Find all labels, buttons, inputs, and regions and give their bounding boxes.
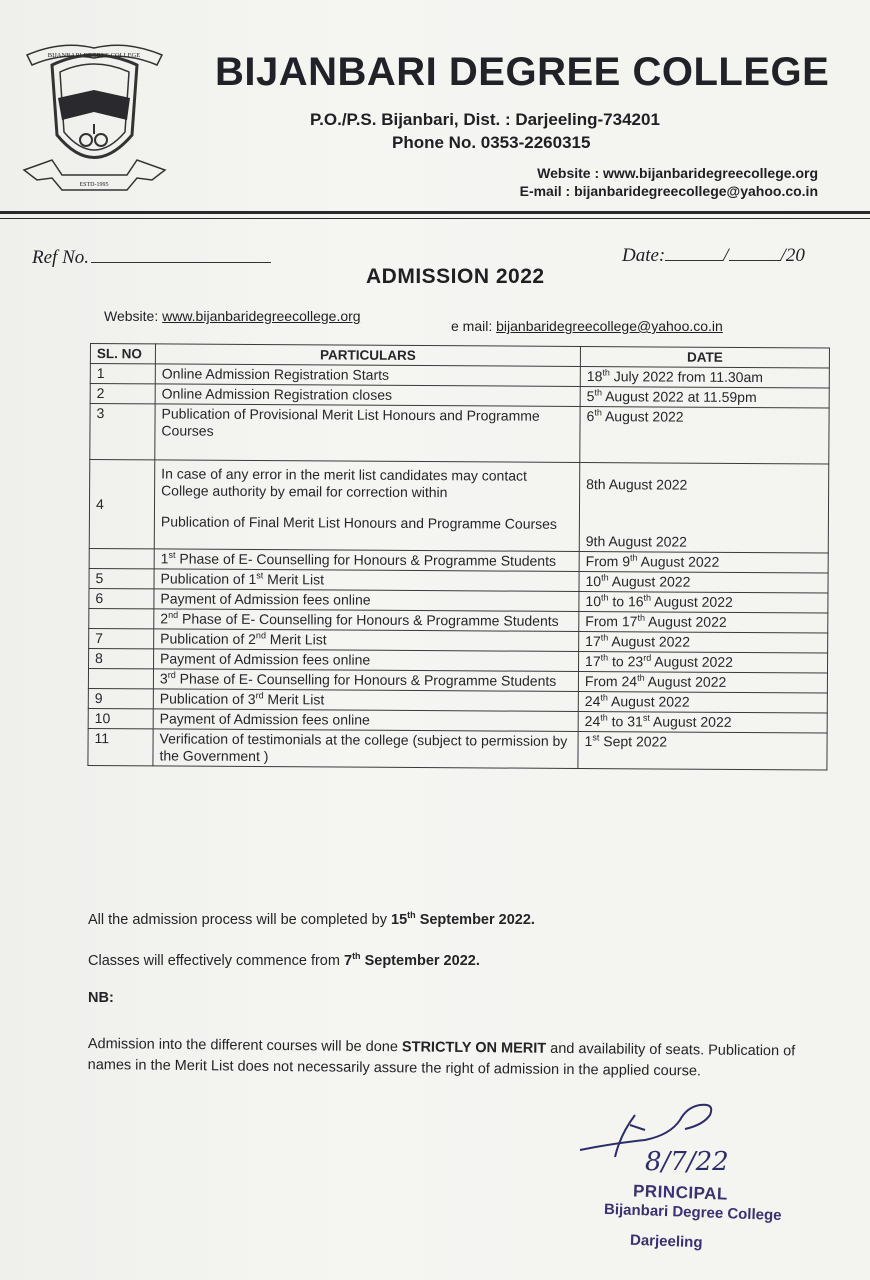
website-label: Website: — [104, 308, 163, 324]
row-sl: 3 — [90, 404, 155, 460]
completion-note: All the admission process will be completed by 15th September 2022. — [88, 910, 535, 928]
email-line — [451, 318, 723, 334]
ref-no-label: Ref No. — [32, 247, 89, 268]
row-particulars: Publication of Provisional Merit List Honours and Programme Courses — [155, 404, 580, 463]
row-sl: 5 — [89, 568, 154, 588]
row-date: 5th August 2022 at 11.59pm — [580, 386, 829, 408]
header-sl-no: SL. NO — [90, 344, 155, 364]
row-sl: 1 — [90, 364, 155, 384]
row-date — [579, 462, 829, 553]
row-date: From 9th August 2022 — [579, 551, 828, 573]
ref-no-line — [91, 246, 271, 263]
website-line — [104, 308, 361, 324]
row-date: From 17th August 2022 — [579, 611, 828, 633]
row-date: 17th to 23rd August 2022 — [579, 651, 828, 673]
row-particulars: Publication of 3rd Merit List — [153, 689, 578, 712]
row-particulars: 3rd Phase of E- Counselling for Honours & Programme Students — [153, 669, 578, 692]
row-date: 24th August 2022 — [578, 691, 827, 713]
date-year-suffix: /20 — [780, 245, 805, 266]
college-name: BIJANBARI DEGREE COLLEGE — [215, 50, 830, 94]
date-month-line — [729, 244, 781, 261]
row-sl — [88, 668, 153, 688]
row-particulars-a: In case of any error in the merit list candidates may contact College authority by email for correction within — [161, 465, 527, 501]
row-sl: 11 — [88, 728, 153, 765]
row-sl: 2 — [90, 384, 155, 404]
row-date: 1st Sept 2022 — [578, 731, 827, 770]
college-address: P.O./P.S. Bijanbari, Dist. : Darjeeling-734201 — [310, 110, 660, 129]
row-particulars: Payment of Admission fees online — [154, 589, 579, 612]
row-particulars: Verification of testimonials at the college (subject to permission by the Government ) — [153, 729, 578, 769]
row-particulars-b: Publication of Final Merit List Honours and Programme Courses — [160, 513, 558, 532]
header-email: E-mail : bijanbaridegreecollege@yahoo.co.in — [519, 183, 818, 199]
table-row — [89, 460, 829, 554]
stamp-place: Darjeeling — [629, 1231, 703, 1252]
college-logo-emblem — [22, 40, 167, 200]
row-date: 18th July 2022 from 11.30am — [580, 366, 829, 388]
classes-note: Classes will effectively commence from 7th September 2022. — [88, 951, 480, 969]
date-field — [622, 244, 805, 267]
college-phone: Phone No. 0353-2260315 — [392, 133, 591, 152]
row-particulars: Online Admission Registration closes — [155, 384, 580, 407]
principal-title: PRINCIPAL — [632, 1181, 729, 1204]
ref-no-field — [32, 246, 271, 269]
row-particulars: Payment of Admission fees online — [153, 709, 578, 732]
logo-text: BIJANBARI DEGREE COLLEGE — [47, 52, 141, 59]
row-date-a: 8th August 2022 — [586, 476, 688, 493]
table-row — [88, 728, 827, 770]
row-sl: 10 — [88, 708, 153, 728]
row-particulars — [154, 460, 580, 552]
row-particulars: Publication of 1st Merit List — [154, 569, 579, 592]
nb-body: Admission into the different courses will be done STRICTLY ON MERIT and availability of seats. Publication of names in the Merit List does not necessarily assure the right of admission in the applied course. — [87, 1035, 796, 1080]
row-sl — [89, 608, 154, 628]
principal-signature — [575, 1095, 775, 1175]
row-date: 17th August 2022 — [579, 631, 828, 653]
row-particulars: Online Admission Registration Starts — [155, 364, 580, 387]
row-date: From 24th August 2022 — [578, 671, 827, 693]
document-title: ADMISSION 2022 — [366, 265, 545, 288]
row-sl: 4 — [89, 460, 155, 549]
row-date: 24th to 31st August 2022 — [578, 711, 827, 733]
row-date: 10th to 16th August 2022 — [579, 591, 828, 613]
date-separator: / — [723, 245, 729, 266]
header-website: Website : www.bijanbaridegreecollege.org — [537, 165, 818, 181]
row-particulars: 1st Phase of E- Counselling for Honours & Programme Students — [154, 549, 579, 572]
admission-schedule-table — [87, 343, 830, 888]
stamp-college-name: Bijanbari Degree College — [603, 1200, 782, 1225]
header-rule-thick — [0, 211, 870, 214]
signature-date: 8/7/22 — [645, 1147, 729, 1175]
row-date: 10th August 2022 — [579, 571, 828, 593]
row-sl: 6 — [89, 588, 154, 608]
row-date: 6th August 2022 — [580, 406, 829, 464]
row-particulars: Payment of Admission fees online — [154, 649, 579, 672]
row-particulars: 2nd Phase of E- Counselling for Honours & Programme Students — [154, 609, 579, 632]
date-label: Date: — [622, 245, 666, 266]
row-date-b: 9th August 2022 — [585, 533, 688, 550]
row-sl: 7 — [89, 628, 154, 648]
nb-label: NB: — [88, 990, 114, 1006]
table-row — [90, 404, 829, 465]
row-sl — [89, 548, 154, 568]
row-sl: 8 — [89, 648, 154, 668]
email-label: e mail: — [451, 318, 497, 334]
website-link[interactable]: www.bijanbaridegreecollege.org — [162, 308, 361, 324]
header-particulars: PARTICULARS — [155, 344, 580, 367]
row-particulars: Publication of 2nd Merit List — [154, 629, 579, 652]
header-rule-thin — [0, 218, 870, 219]
date-day-line — [665, 244, 723, 261]
row-sl: 9 — [88, 688, 153, 708]
logo-estd: ESTD-1995 — [79, 182, 109, 188]
header-date: DATE — [580, 346, 829, 368]
email-link[interactable]: bijanbaridegreecollege@yahoo.co.in — [496, 318, 723, 334]
